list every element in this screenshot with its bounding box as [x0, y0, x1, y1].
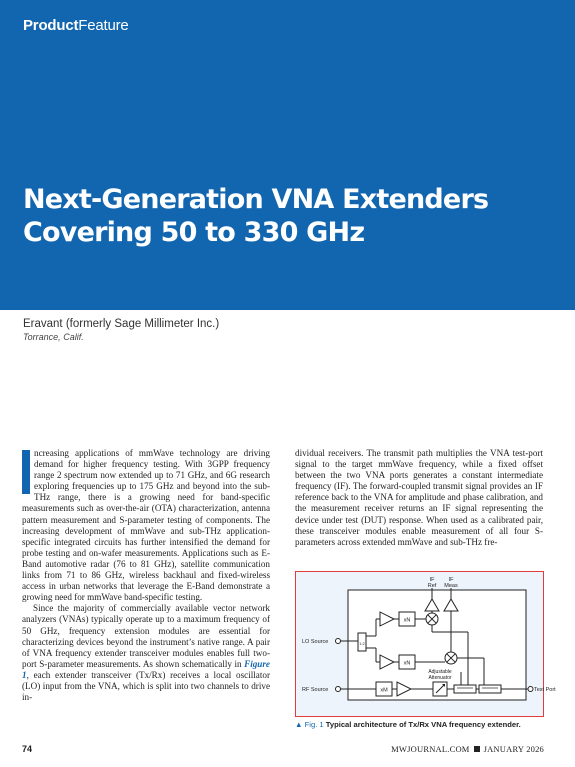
multiplier-upper-label: xN	[403, 617, 411, 624]
rf-port-icon	[336, 687, 341, 692]
author-line: Eravant (formerly Sage Millimeter Inc.)	[23, 318, 220, 330]
author-location: Torrance, Calif.	[23, 332, 84, 342]
attenuator-label-2: Attenuator	[428, 675, 452, 681]
section-label	[23, 17, 129, 34]
if-meas-label-2: Meas	[444, 583, 458, 589]
rf-multiplier-label: xM	[380, 687, 388, 694]
ref-coupler-block	[454, 685, 476, 693]
test-port-icon	[528, 687, 533, 692]
lo-source-label: LO Source	[302, 639, 329, 645]
issue-date: JANUARY 2026	[483, 744, 544, 754]
lo-port-icon	[336, 639, 341, 644]
page-number: 74	[22, 744, 33, 754]
caption-text: Typical architecture of Tx/Rx VNA frequency extender.	[325, 720, 521, 729]
section-label-light: Feature	[78, 17, 129, 34]
meas-coupler-block	[479, 685, 501, 693]
rf-source-label: RF Source	[302, 687, 329, 693]
body-column-left	[22, 448, 270, 703]
caption-label: Fig. 1	[304, 720, 324, 729]
if-meas-label-1: IF	[448, 577, 454, 583]
splitter-label: 1:2	[359, 641, 365, 646]
if-ref-label-2: Ref	[427, 583, 437, 589]
footer-separator-icon	[474, 746, 480, 752]
journal-name: MWJOURNAL.COM	[391, 744, 470, 754]
section-label-bold: Product	[23, 17, 79, 34]
figure-reference-link[interactable]: Figure 1	[22, 658, 270, 680]
block-diagram	[296, 572, 556, 716]
if-ref-label-1: IF	[429, 577, 435, 583]
paragraph-2-text-a: Since the majority of commercially available vector network analyzers (VNAs) typically operate up to a maximum frequency of 50 GHz, frequency extension modules are essential for characterizing devices beyond the instrument’s native range. A pair of VNA frequency extender transceiver modules enables full two-port S-parameter measurements. As shown schematically in	[22, 603, 270, 669]
caption-arrow-icon: ▲	[295, 720, 303, 729]
paragraph-1	[22, 448, 270, 603]
multiplier-lower-label: xN	[403, 660, 411, 667]
article-headline: Next-Generation VNA Extenders Covering 50 to 330 GHz	[23, 184, 489, 248]
drop-cap	[22, 450, 30, 494]
title-banner	[0, 0, 575, 310]
paragraph-1-text: ncreasing applications of mmWave technology are driving demand for higher frequency testing. With 3GPP frequency range 2 spectrum now extended up to 71 GHz, and 6G research exploring frequencies up to 175 GHz and beyond into the sub-THz range, there is a growing need for band-specific measurements such as over-the-air (OTA) characterization, antenna pattern measurement and S-parameter testing of components. The increasing development of mmWave and sub-THz application-specific integrated circuits has further intensified the demand for probe testing and on-wafer measurements. Applications such as E-Band automotive radar (76 to 81 GHz), satellite communication links from 71 to 86 GHz, wireless backhaul and fixed-wireless access in urban networks that leverage the E-Band demonstrate a growing need for mmWave band-specific testing.	[22, 448, 270, 603]
figure-1-diagram	[295, 571, 556, 717]
paragraph-2	[22, 603, 270, 703]
figure-caption	[295, 720, 544, 729]
paragraph-3: dividual receivers. The transmit path multiplies the VNA test-port signal to the target mmWave frequency, while a fixed offset between the two VNA ports generates a constant intermediate frequency (IF). The forward-coupled transmit signal provides an IF reference back to the VNA for amplitude and phase calibration, and the measurement receiver returns an IF signal representing the device under test (DUT) response. When used as a calibrated pair, these transceiver modules enable measurement of all four S-parameters across extended mmWave and sub-THz fre-	[295, 448, 543, 547]
body-column-right	[295, 448, 543, 548]
attenuator-label-1: Adjustable	[428, 669, 452, 675]
paragraph-2-text-b: , each extender transceiver (Tx/Rx) receives a local oscillator (LO) input from the VNA, which is split into two channels to drive in-	[22, 669, 270, 703]
footer-journal	[391, 744, 544, 754]
test-port-label: Test Port	[534, 687, 556, 693]
